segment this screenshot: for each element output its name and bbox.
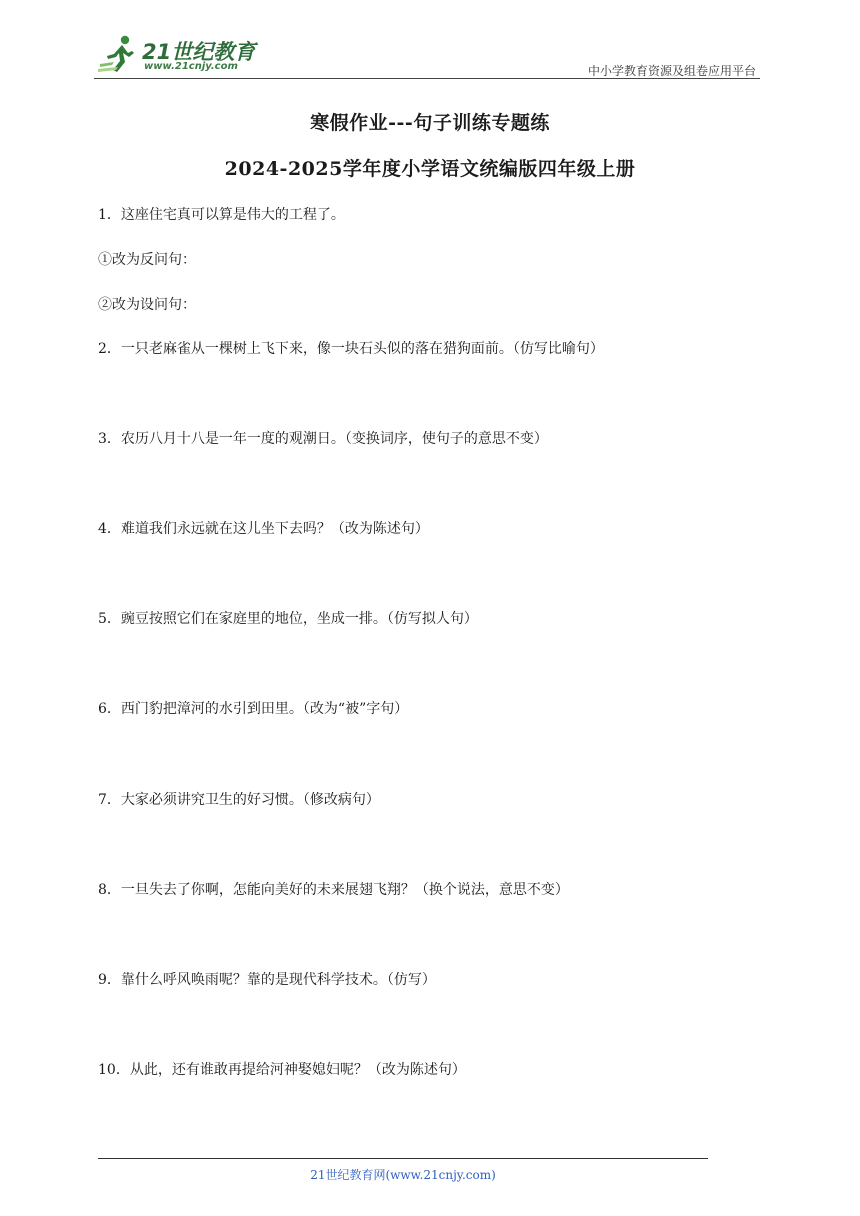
question-8: 8．一旦失去了你啊，怎能向美好的未来展翅飞翔？（换个说法，意思不变） <box>98 882 569 898</box>
logo-text: 21世纪教育 <box>142 40 256 64</box>
document-title: 寒假作业---句子训练专题练 <box>310 112 550 134</box>
question-1: 1．这座住宅真可以算是伟大的工程了。 <box>98 207 345 223</box>
footer-divider <box>98 1158 708 1159</box>
running-figure-icon <box>98 34 138 74</box>
site-logo[interactable] <box>94 30 264 78</box>
question-3: 3．农历八月十八是一年一度的观潮日。（变换词序，使句子的意思不变） <box>98 431 548 447</box>
question-1-part-1: ①改为反问句： <box>98 252 196 268</box>
question-1-part-2: ②改为设问句： <box>98 297 196 313</box>
document-subtitle: 2024-2025学年度小学语文统编版四年级上册 <box>224 158 636 180</box>
question-4: 4．难道我们永远就在这儿坐下去吗？（改为陈述句） <box>98 521 429 537</box>
page-header <box>94 30 760 78</box>
question-9: 9．靠什么呼风唤雨呢？靠的是现代科学技术。（仿写） <box>98 972 436 988</box>
header-divider <box>94 78 760 79</box>
question-10: 10．从此，还有谁敢再提给河神娶媳妇呢？（改为陈述句） <box>98 1062 466 1078</box>
footer-link[interactable]: 21世纪教育网(www.21cnjy.com) <box>310 1168 496 1182</box>
question-2: 2．一只老麻雀从一棵树上飞下来，像一块石头似的落在猎狗面前。（仿写比喻句） <box>98 341 604 357</box>
question-7: 7．大家必须讲究卫生的好习惯。（修改病句） <box>98 792 380 808</box>
question-6: 6．西门豹把漳河的水引到田里。（改为“被”字句） <box>98 701 409 717</box>
logo-url: www.21cnjy.com <box>144 61 238 72</box>
question-5: 5．豌豆按照它们在家庭里的地位，坐成一排。（仿写拟人句） <box>98 611 478 627</box>
platform-name: 中小学教育资源及组卷应用平台 <box>587 64 756 78</box>
